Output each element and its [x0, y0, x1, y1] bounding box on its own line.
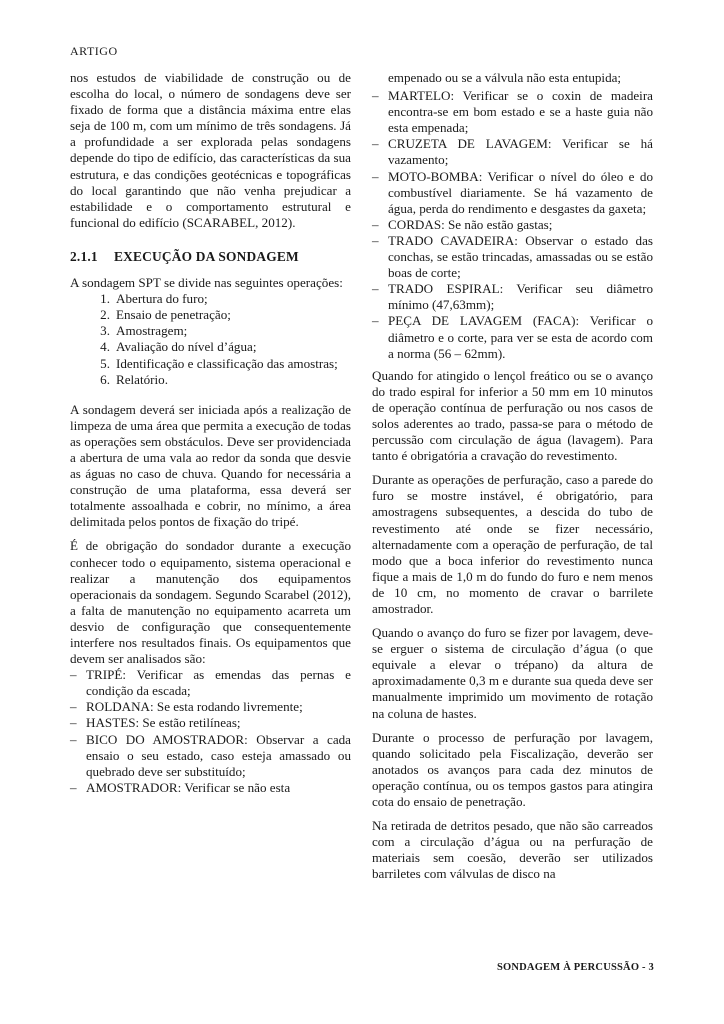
list-text: BICO DO AMOSTRADOR: Observar a cada ensaio o seu estado, caso esteja amassado ou quebrado deve ser substituído;: [86, 731, 351, 779]
list-number: 6.: [100, 371, 110, 387]
dash-marker: –: [372, 168, 379, 184]
left-paragraph-2: A sondagem SPT se divide nas seguintes operações:: [70, 275, 343, 291]
list-text: Amostragem;: [116, 323, 188, 339]
list-item: [70, 732, 351, 780]
left-paragraph-3: A sondagem deverá ser iniciada após a realização de limpeza de uma área que permita a execução de todas as operações sem obstáculos. Deve ser providenciada a abertura de uma vala ao redor da sonda que desvie as águas no caso de chuva. Quando for necessária a construção de uma plataforma, essa deverá ser totalmente assoalhada e cobrir, no mínimo, a área delimitada pelos pontos de fixação do tripé.: [70, 401, 352, 530]
section-number: 2.1.1: [70, 248, 98, 264]
list-item: [372, 88, 653, 136]
list-item: [372, 136, 653, 168]
dash-marker: –: [70, 779, 77, 795]
left-paragraph-4: É de obrigação do sondador durante a execução conhecer todo o equipamento, sistema operacional e realizar a manutenção dos equipamentos operacionais da sondagem. Segundo Scarabel (2012), a falta de manutenção no equipamento acarreta um desvio de configuração que consequentemente interfere nos resultados finais. Os equipamentos que devem ser analisados são:: [70, 538, 351, 667]
list-text: Identificação e classificação das amostras;: [116, 355, 338, 371]
list-text: Ensaio de penetração;: [116, 307, 231, 323]
section-title: EXECUÇÃO DA SONDAGEM: [114, 248, 299, 264]
list-text: TRADO CAVADEIRA: Observar o estado das conchas, se estão trincadas, amassadas ou se estão boas de corte;: [388, 232, 653, 281]
dash-marker: –: [70, 715, 77, 731]
list-item: [372, 313, 653, 361]
right-paragraph-2: Durante as operações de perfuração, caso a parede do furo se mostre instável, é obrigatório, para amostragens subsequentes, a descida do tubo de revestimento até onde se fizer necessário, alternadamente com a operação de perfuração, de tal modo que a boca inferior do revestimento nunca fique a mais de 1,0 m do fundo do furo e nem menos de 10 cm, no momento de cravar o barrilete amostrador.: [372, 472, 653, 616]
list-item: [70, 715, 351, 731]
list-text: CRUZETA DE LAVAGEM: Verificar se há vazamento;: [388, 136, 653, 168]
left-paragraph-1: nos estudos de viabilidade de construção ou de escolha do local, o número de sondagens deve ser fixado de forma que a distância máxima entre elas seja de 100 m, com um mínimo de três sondagens. Já a profundidade a ser explorada pelas sondagens depende do tipo de edifício, das características da sua estrutura, e das condições geotécnicas e topográficas do local garantindo que não venha prejudicar a estabilidade e o comportamento estrutural e funcional do edifício (SCARABEL, 2012).: [70, 70, 351, 230]
list-number: 1.: [100, 291, 110, 307]
list-text: PEÇA DE LAVAGEM (FACA): Verificar o diâmetro e o corte, para ver se esta de acordo com a norma (56 – 62mm).: [388, 313, 653, 361]
list-text: HASTES: Se estão retilíneas;: [86, 715, 241, 731]
list-item: [372, 233, 653, 281]
equipment-list: [70, 667, 351, 796]
right-paragraph-5: Na retirada de detritos pesado, que não são carreados com a circulação d’água ou na perfuração de materiais sem coesão, deverão ser utilizados barriletes com válvulas de disco na: [372, 818, 653, 882]
dash-marker: –: [372, 88, 379, 104]
list-item: [70, 780, 351, 796]
dash-marker: –: [70, 699, 77, 715]
list-text: MOTO-BOMBA: Verificar o nível do óleo e do combustível diariamente. Se há vazamento de água, perda do rendimento e desgastes da gaxeta;: [388, 168, 653, 216]
dash-marker: –: [70, 667, 77, 683]
list-item: [70, 667, 351, 699]
dash-marker: –: [70, 731, 77, 747]
dash-marker: –: [372, 281, 379, 297]
dash-marker: –: [372, 136, 379, 152]
list-item: [70, 323, 351, 339]
right-column: [372, 70, 653, 883]
list-text: Avaliação do nível d’água;: [116, 339, 257, 355]
dash-marker: –: [372, 232, 379, 248]
list-item: [372, 281, 653, 313]
right-paragraph-3: Quando o avanço do furo se fizer por lavagem, deve-se erguer o sistema de circulação d’água (o que equivale a elevar o trépano) da altura de aproximadamente 0,3 m e durante sua queda deve ser manualmente imprimido um movimento de rotação na coluna de hastes.: [372, 625, 653, 721]
list-text: TRIPÉ: Verificar as emendas das pernas e condição da escada;: [86, 667, 351, 699]
list-item: [70, 307, 351, 323]
list-text: Relatório.: [116, 371, 168, 387]
list-text: AMOSTRADOR: Verificar se não esta: [86, 779, 291, 795]
list-text: CORDAS: Se não estão gastas;: [388, 216, 553, 232]
list-item: [372, 217, 653, 233]
list-item: [70, 699, 351, 715]
list-text: MARTELO: Verificar se o coxin de madeira encontra-se em bom estado e se a haste guia não esta empenada;: [388, 88, 653, 136]
right-paragraph-4: Durante o processo de perfuração por lavagem, quando solicitado pela Fiscalização, deverão ser anotados os avanços para cada dez minutos de operação contínua, ou os tempos gastos para atingira cota do ensaio de penetração.: [372, 729, 653, 810]
running-footer: SONDAGEM À PERCUSSÃO - 3: [496, 962, 654, 973]
dash-marker: –: [372, 216, 379, 232]
list-text: Abertura do furo;: [116, 291, 208, 307]
list-number: 4.: [100, 339, 110, 355]
list-number: 3.: [100, 323, 110, 339]
list-item: [70, 339, 351, 355]
right-paragraph-1: Quando for atingido o lençol freático ou se o avanço do trado espiral for inferior a 50 mm em 10 minutos de operação contínua de perfuração ou nos casos de solos aderentes ao trado, passa-se para o método de percussão com circulação de água (lavagem). Para tanto é obrigatória a cravação do revestimento.: [372, 367, 653, 464]
section-heading: [70, 249, 351, 265]
section-label: ARTIGO: [70, 44, 118, 58]
list-number: 5.: [100, 355, 110, 371]
list-continuation: empenado ou se a válvula não esta entupida;: [388, 70, 622, 85]
dash-marker: –: [372, 313, 379, 329]
equipment-list-continued: [372, 88, 653, 362]
list-text: ROLDANA: Se esta rodando livremente;: [86, 699, 303, 715]
list-item: [372, 169, 653, 217]
list-item: [70, 372, 351, 388]
operations-list: [70, 291, 351, 388]
list-item: [70, 356, 351, 372]
list-number: 2.: [100, 307, 110, 323]
list-text: TRADO ESPIRAL: Verificar seu diâmetro mínimo (47,63mm);: [388, 281, 653, 313]
left-column: [70, 70, 351, 802]
list-item: [70, 291, 351, 307]
